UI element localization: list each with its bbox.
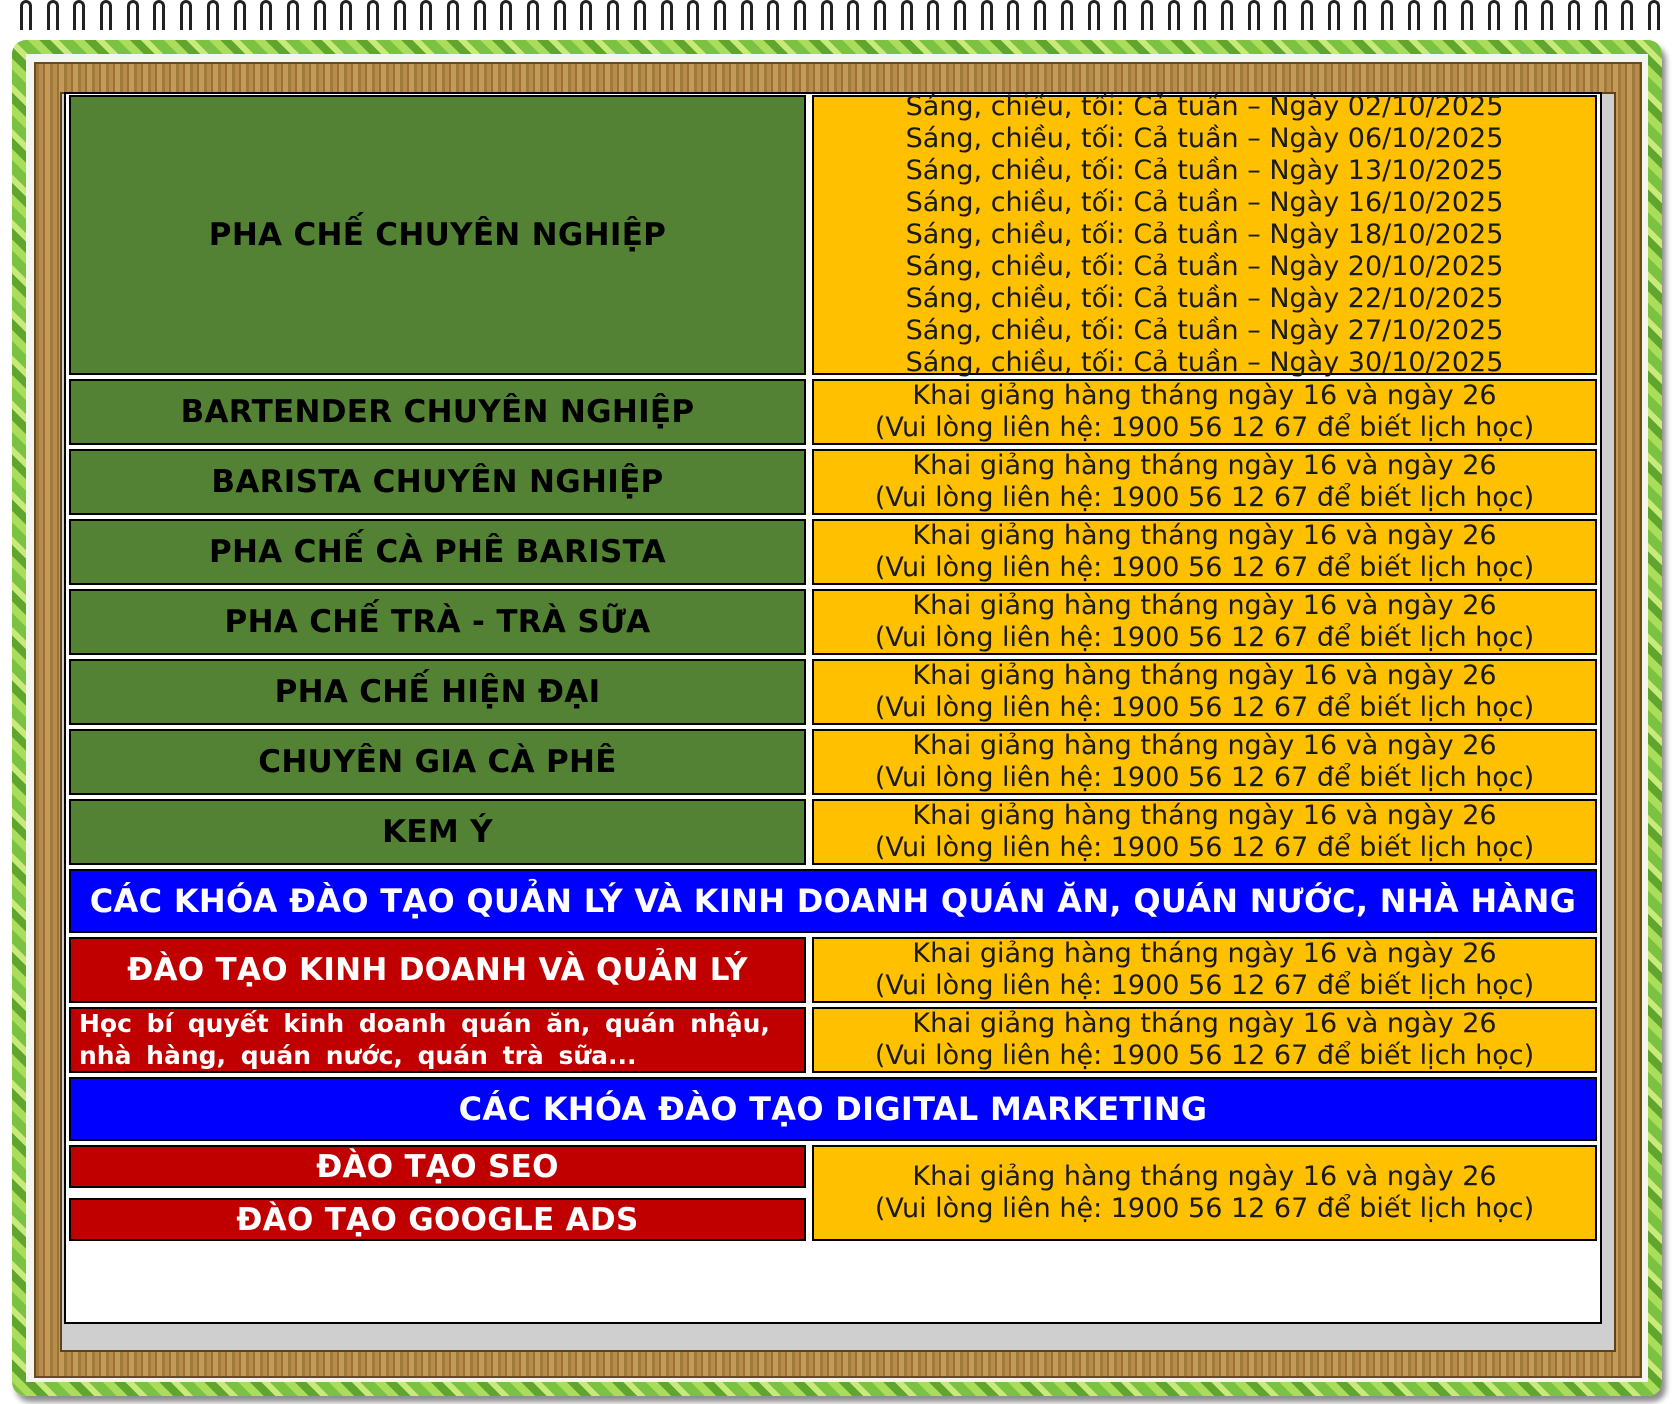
spiral-ring <box>447 0 459 30</box>
spiral-ring <box>1461 0 1473 30</box>
date-item: Sáng, chiều, tối: Cả tuần – Ngày 27/10/2025 <box>905 315 1504 346</box>
spiral-ring <box>47 0 59 30</box>
schedule-line-2: (Vui lòng liên hệ: 1900 56 12 67 để biết lịch học) <box>874 762 1535 793</box>
spiral-ring <box>1408 0 1420 30</box>
schedule-cell <box>812 937 1597 1003</box>
section-header-marketing <box>69 1077 1597 1141</box>
schedule-text <box>875 590 1534 654</box>
date-item: Sáng, chiều, tối: Cả tuần – Ngày 13/10/2025 <box>905 155 1504 186</box>
schedule-cell <box>812 91 1597 378</box>
schedule-cell <box>812 1145 1597 1241</box>
course-name-cell <box>69 1198 806 1241</box>
schedule-text <box>875 730 1534 794</box>
schedule-cell <box>812 589 1597 655</box>
spiral-ring <box>1328 0 1340 30</box>
schedule-cell <box>812 799 1597 865</box>
schedule-text <box>875 938 1534 1002</box>
spiral-ring <box>1488 0 1500 30</box>
table-row <box>69 379 1597 445</box>
table-row <box>69 1145 1597 1241</box>
course-name-cell <box>69 379 806 445</box>
spiral-ring <box>1168 0 1180 30</box>
schedule-cell <box>812 729 1597 795</box>
spiral-ring <box>1568 0 1580 30</box>
course-title: ĐÀO TẠO KINH DOANH VÀ QUẢN LÝ <box>127 952 748 988</box>
spiral-ring <box>207 0 219 30</box>
spiral-ring <box>367 0 379 30</box>
spiral-ring <box>767 0 779 30</box>
spiral-ring <box>260 0 272 30</box>
spiral-ring <box>420 0 432 30</box>
spiral-ring <box>607 0 619 30</box>
course-title: BARTENDER CHUYÊN NGHIỆP <box>180 394 695 430</box>
course-description-cell <box>69 1007 806 1073</box>
schedule-cell <box>812 659 1597 725</box>
schedule-line-2: (Vui lòng liên hệ: 1900 56 12 67 để biết lịch học) <box>874 832 1535 863</box>
table-row <box>69 91 1597 378</box>
section-title: CÁC KHÓA ĐÀO TẠO QUẢN LÝ VÀ KINH DOANH QUÁN ĂN, QUÁN NƯỚC, NHÀ HÀNG <box>89 882 1577 920</box>
section-header-row <box>69 869 1597 933</box>
spiral-ring <box>474 0 486 30</box>
table-row <box>69 519 1597 585</box>
course-title: ĐÀO TẠO GOOGLE ADS <box>236 1201 639 1238</box>
spiral-ring <box>580 0 592 30</box>
date-item: Sáng, chiều, tối: Cả tuần – Ngày 16/10/2025 <box>905 187 1504 218</box>
spiral-ring <box>1434 0 1446 30</box>
spiral-ring <box>1061 0 1073 30</box>
schedule-cell <box>812 519 1597 585</box>
table-row <box>69 449 1597 515</box>
schedule-text <box>875 380 1534 444</box>
schedule-line-1: Khai giảng hàng tháng ngày 16 và ngày 26 <box>912 938 1497 969</box>
schedule-line-2: (Vui lòng liên hệ: 1900 56 12 67 để biết lịch học) <box>874 970 1535 1001</box>
spiral-ring <box>1221 0 1233 30</box>
course-name-cell <box>69 799 806 865</box>
spiral-ring <box>741 0 753 30</box>
date-list <box>906 91 1504 379</box>
schedule-text <box>875 660 1534 724</box>
section-header-row <box>69 1077 1597 1141</box>
marketing-course-stack <box>69 1145 806 1241</box>
spiral-ring <box>20 0 32 30</box>
spiral-binding <box>20 0 1660 34</box>
schedule-line-2: (Vui lòng liên hệ: 1900 56 12 67 để biết lịch học) <box>874 1040 1535 1071</box>
spiral-ring <box>1141 0 1153 30</box>
spiral-ring <box>1595 0 1607 30</box>
schedule-line-1: Khai giảng hàng tháng ngày 16 và ngày 26 <box>912 800 1497 831</box>
schedule-line-1: Khai giảng hàng tháng ngày 16 và ngày 26 <box>912 520 1497 551</box>
spiral-ring <box>927 0 939 30</box>
spiral-ring <box>1274 0 1286 30</box>
course-schedule-table <box>64 92 1602 1324</box>
spiral-ring <box>153 0 165 30</box>
course-name-cell <box>69 937 806 1003</box>
course-name-cell <box>69 95 806 375</box>
spiral-ring <box>687 0 699 30</box>
course-title: KEM Ý <box>382 814 493 850</box>
course-title: PHA CHẾ TRÀ - TRÀ SỮA <box>224 604 651 640</box>
section-header-management <box>69 869 1597 933</box>
schedule-line-1: Khai giảng hàng tháng ngày 16 và ngày 26 <box>912 1008 1497 1039</box>
schedule-line-2: (Vui lòng liên hệ: 1900 56 12 67 để biết lịch học) <box>874 482 1535 513</box>
schedule-line-2: (Vui lòng liên hệ: 1900 56 12 67 để biết lịch học) <box>874 552 1535 583</box>
spiral-ring <box>1648 0 1660 30</box>
spiral-ring <box>794 0 806 30</box>
spiral-ring <box>661 0 673 30</box>
spiral-ring <box>1621 0 1633 30</box>
spiral-ring <box>954 0 966 30</box>
course-title: PHA CHẾ HIỆN ĐẠI <box>274 674 601 710</box>
schedule-text <box>875 800 1534 864</box>
schedule-text <box>875 450 1534 514</box>
spiral-ring <box>180 0 192 30</box>
spiral-ring <box>821 0 833 30</box>
course-title: PHA CHẾ CÀ PHÊ BARISTA <box>209 534 666 570</box>
table-row <box>69 937 1597 1003</box>
spiral-ring <box>1541 0 1553 30</box>
spiral-ring <box>1114 0 1126 30</box>
date-item: Sáng, chiều, tối: Cả tuần – Ngày 02/10/2025 <box>905 91 1504 122</box>
schedule-cell <box>812 449 1597 515</box>
table-row <box>69 1007 1597 1073</box>
spiral-ring <box>340 0 352 30</box>
spiral-ring <box>634 0 646 30</box>
spiral-ring <box>847 0 859 30</box>
spiral-ring <box>1354 0 1366 30</box>
spiral-ring <box>500 0 512 30</box>
course-name-cell <box>69 729 806 795</box>
course-name-cell <box>69 519 806 585</box>
table-row <box>69 729 1597 795</box>
spiral-ring <box>100 0 112 30</box>
spiral-ring <box>1007 0 1019 30</box>
schedule-cell <box>812 379 1597 445</box>
schedule-line-1: Khai giảng hàng tháng ngày 16 và ngày 26 <box>912 730 1497 761</box>
course-title: ĐÀO TẠO SEO <box>316 1148 559 1185</box>
table-row <box>69 659 1597 725</box>
course-name-cell <box>69 589 806 655</box>
section-title: CÁC KHÓA ĐÀO TẠO DIGITAL MARKETING <box>458 1090 1208 1128</box>
spiral-ring <box>73 0 85 30</box>
spiral-ring <box>234 0 246 30</box>
spiral-ring <box>394 0 406 30</box>
spiral-ring <box>874 0 886 30</box>
schedule-text <box>875 520 1534 584</box>
schedule-line-1: Khai giảng hàng tháng ngày 16 và ngày 26 <box>912 450 1497 481</box>
spiral-ring <box>287 0 299 30</box>
spiral-ring <box>981 0 993 30</box>
course-title: BARISTA CHUYÊN NGHIỆP <box>211 464 664 500</box>
schedule-line-1: Khai giảng hàng tháng ngày 16 và ngày 26 <box>912 590 1497 621</box>
schedule-line-2: (Vui lòng liên hệ: 1900 56 12 67 để biết lịch học) <box>874 412 1535 443</box>
course-title: PHA CHẾ CHUYÊN NGHIỆP <box>208 217 667 253</box>
spiral-ring <box>1301 0 1313 30</box>
course-name-cell <box>69 1145 806 1188</box>
schedule-line-2: (Vui lòng liên hệ: 1900 56 12 67 để biết lịch học) <box>874 692 1535 723</box>
spiral-ring <box>127 0 139 30</box>
schedule-cell <box>812 1007 1597 1073</box>
schedule-line-1: Khai giảng hàng tháng ngày 16 và ngày 26 <box>912 1161 1497 1192</box>
schedule-line-1: Khai giảng hàng tháng ngày 16 và ngày 26 <box>912 660 1497 691</box>
schedule-text <box>875 1008 1534 1072</box>
date-item: Sáng, chiều, tối: Cả tuần – Ngày 20/10/2025 <box>905 251 1504 282</box>
spiral-ring <box>901 0 913 30</box>
schedule-line-1: Khai giảng hàng tháng ngày 16 và ngày 26 <box>912 380 1497 411</box>
schedule-line-2: (Vui lòng liên hệ: 1900 56 12 67 để biết lịch học) <box>874 622 1535 653</box>
spiral-ring <box>714 0 726 30</box>
spiral-ring <box>1515 0 1527 30</box>
table-row <box>69 799 1597 865</box>
course-description: Học bí quyết kinh doanh quán ăn, quán nhậu, nhà hàng, quán nước, quán trà sữa... <box>79 1009 770 1070</box>
course-title: CHUYÊN GIA CÀ PHÊ <box>258 744 617 780</box>
date-item: Sáng, chiều, tối: Cả tuần – Ngày 06/10/2025 <box>905 123 1504 154</box>
course-name-cell <box>69 659 806 725</box>
spiral-ring <box>527 0 539 30</box>
date-item: Sáng, chiều, tối: Cả tuần – Ngày 22/10/2025 <box>905 283 1504 314</box>
spiral-ring <box>1034 0 1046 30</box>
spiral-ring <box>1088 0 1100 30</box>
course-name-cell <box>69 449 806 515</box>
spiral-ring <box>554 0 566 30</box>
spiral-ring <box>1381 0 1393 30</box>
schedule-text <box>875 1161 1534 1225</box>
table-row <box>69 589 1597 655</box>
spiral-ring <box>1248 0 1260 30</box>
spiral-ring <box>1194 0 1206 30</box>
schedule-line-2: (Vui lòng liên hệ: 1900 56 12 67 để biết lịch học) <box>874 1193 1535 1224</box>
date-item: Sáng, chiều, tối: Cả tuần – Ngày 18/10/2025 <box>905 219 1504 250</box>
spiral-ring <box>314 0 326 30</box>
date-item: Sáng, chiều, tối: Cả tuần – Ngày 30/10/2025 <box>905 347 1504 378</box>
